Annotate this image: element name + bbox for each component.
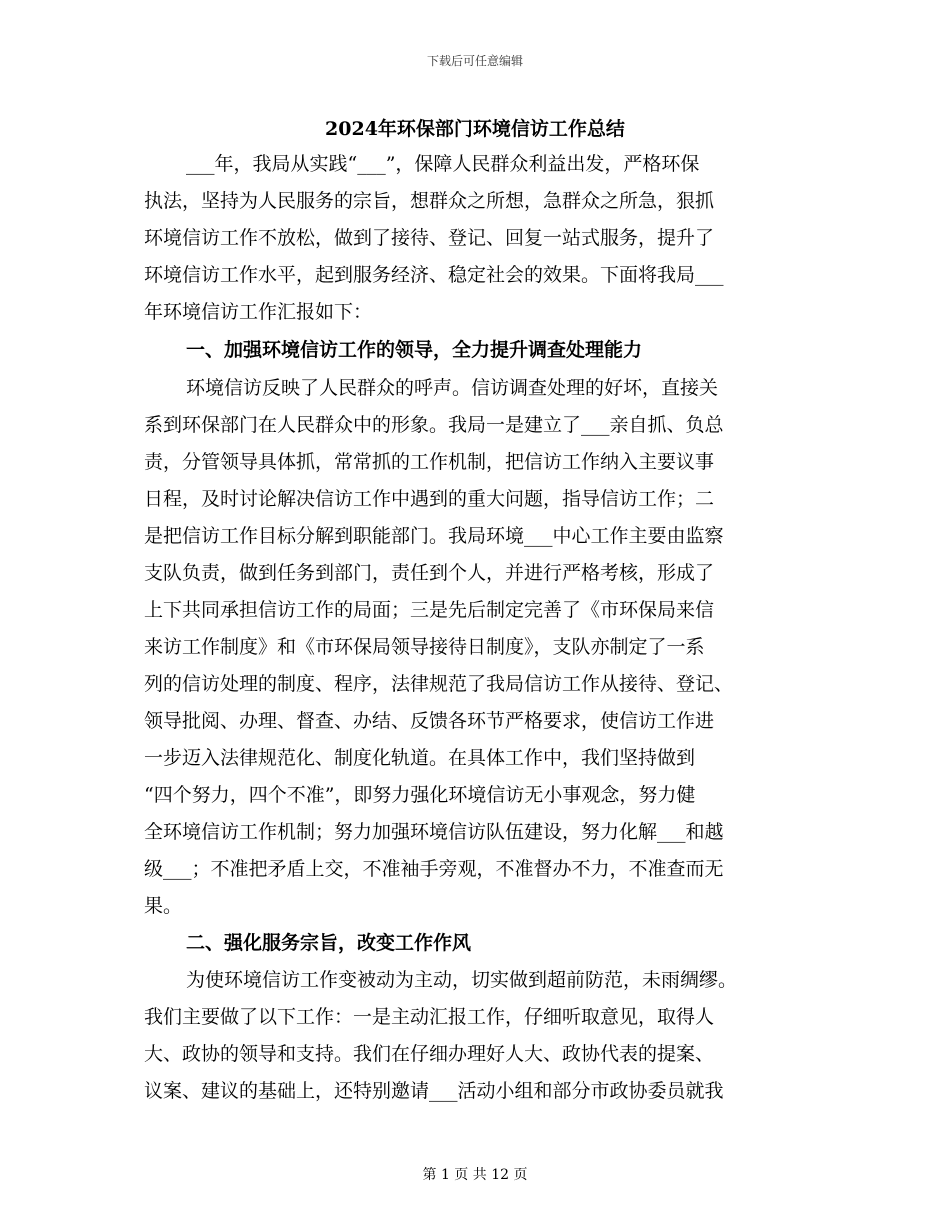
paragraph-line: 环境信访反映了人民群众的呼声。信访调查处理的好坏，直接关 <box>186 377 719 399</box>
page-header-note: 下载后可任意编辑 <box>426 54 523 68</box>
paragraph-line: 上下共同承担信访工作的局面；三是先后制定完善了《市环保局来信 <box>144 599 715 621</box>
paragraph-line: 一步迈入法律规范化、制度化轨道。在具体工作中，我们坚持做到 <box>144 747 696 769</box>
page-number: 第 1 页 共 12 页 <box>422 1167 528 1183</box>
paragraph-line: 级___；不准把矛盾上交，不准袖手旁观，不准督办不力，不准查而无 <box>144 858 724 880</box>
paragraph-line: 来访工作制度》和《市环保局领导接待日制度》，支队亦制定了一系 <box>144 636 705 658</box>
paragraph-line: 我们主要做了以下工作：一是主动汇报工作，仔细听取意见，取得人 <box>144 1006 715 1028</box>
paragraph-line: 为使环境信访工作变被动为主动，切实做到超前防范，未雨绸缪。 <box>186 969 738 991</box>
paragraph-line: 环境信访工作不放松，做到了接待、登记、回复一站式服务，提升了 <box>144 227 715 249</box>
paragraph-line: 议案、建议的基础上，还特别邀请___活动小组和部分市政协委员就我 <box>144 1080 724 1102</box>
paragraph-line: 果。 <box>144 895 183 917</box>
paragraph-line: 系到环保部门在人民群众中的形象。我局一是建立了___亲自抓、负总 <box>144 414 724 436</box>
paragraph-line: 执法，坚持为人民服务的宗旨，想群众之所想，急群众之所急，狠抓 <box>144 190 715 212</box>
paragraph-line: 环境信访工作水平，起到服务经济、稳定社会的效果。下面将我局___ <box>144 264 724 286</box>
section-heading-2: 二、强化服务宗旨，改变工作作风 <box>186 932 472 954</box>
paragraph-line: 大、政协的领导和支持。我们在仔细办理好人大、政协代表的提案、 <box>144 1043 715 1065</box>
paragraph-line: 支队负责，做到任务到部门，责任到个人，并进行严格考核，形成了 <box>144 562 715 584</box>
paragraph-line: 全环境信访工作机制；努力加强环境信访队伍建设，努力化解___和越 <box>144 821 724 843</box>
paragraph-line: ___年，我局从实践“___”，保障人民群众利益出发，严格环保 <box>186 153 700 175</box>
paragraph-line: 列的信访处理的制度、程序，法律规范了我局信访工作从接待、登记、 <box>144 673 734 695</box>
section-heading-1: 一、加强环境信访工作的领导，全力提升调查处理能力 <box>186 339 643 361</box>
paragraph-line: 是把信访工作目标分解到职能部门。我局环境___中心工作主要由监察 <box>144 525 724 547</box>
paragraph-line: “四个努力，四个不准”，即努力强化环境信访无小事观念，努力健 <box>144 784 696 806</box>
paragraph-line: 领导批阅、办理、督查、办结、反馈各环节严格要求，使信访工作进 <box>144 710 715 732</box>
paragraph-line: 日程，及时讨论解决信访工作中遇到的重大问题，指导信访工作；二 <box>144 488 715 510</box>
document-title: 2024年环保部门环境信访工作总结 <box>325 118 625 140</box>
paragraph-line: 责，分管领导具体抓，常常抓的工作机制，把信访工作纳入主要议事 <box>144 451 715 473</box>
paragraph-line: 年环境信访工作汇报如下： <box>144 301 373 323</box>
